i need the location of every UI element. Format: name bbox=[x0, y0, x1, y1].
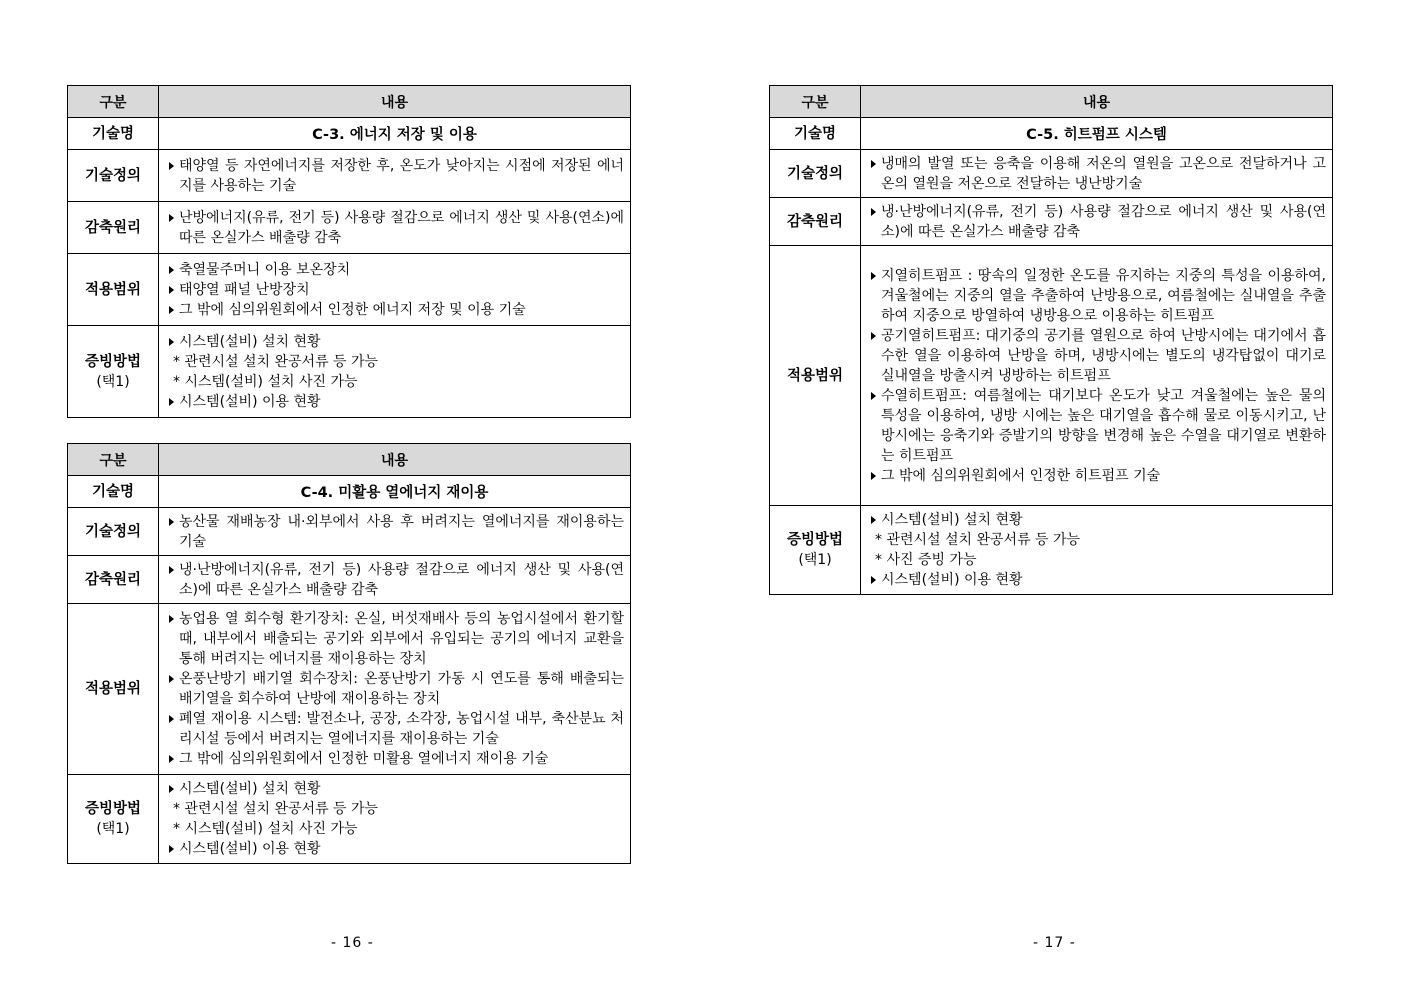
label-evidence-sub: (택1) bbox=[96, 373, 130, 390]
label-tech-name: 기술명 bbox=[68, 118, 159, 150]
principle-item: 냉·난방에너지(유류, 전기 등) 사용량 절감으로 에너지 생산 및 사용(연소)에 따른 온실가스 배출량 감축 bbox=[167, 560, 624, 600]
page-number-right: - 17 - bbox=[1033, 935, 1076, 951]
label-definition: 기술정의 bbox=[770, 150, 861, 198]
principle-item: 난방에너지(유류, 전기 등) 사용량 절감으로 에너지 생산 및 사용(연소)에 따른 온실가스 배출량 감축 bbox=[167, 208, 624, 248]
scope-item: 지열히트펌프 : 땅속의 일정한 온도를 유지하는 지중의 특성을 이용하여, 겨울철에는 지중의 열을 추출하여 난방용으로, 여름철에는 실내열을 추출하여 지중으로 방열하여 냉방용으로 이용하는 히트펌프 bbox=[869, 266, 1326, 326]
label-evidence bbox=[770, 506, 861, 595]
evidence-note: * 사진 증빙 가능 bbox=[875, 552, 977, 568]
principle-item: 냉·난방에너지(유류, 전기 등) 사용량 절감으로 에너지 생산 및 사용(연소)에 따른 온실가스 배출량 감축 bbox=[869, 202, 1326, 242]
label-scope: 적용범위 bbox=[770, 246, 861, 506]
definition-cell bbox=[861, 150, 1333, 198]
principle-cell bbox=[159, 556, 631, 604]
evidence-cell bbox=[159, 775, 631, 864]
page-number-left: - 16 - bbox=[331, 935, 374, 951]
label-scope: 적용범위 bbox=[68, 254, 159, 326]
evidence-item: 시스템(설비) 이용 현황 bbox=[167, 839, 624, 859]
evidence-cell bbox=[861, 506, 1333, 595]
label-evidence bbox=[68, 775, 159, 864]
evidence-item: 시스템(설비) 설치 현황 bbox=[167, 779, 624, 799]
evidence-note: * 관련시설 설치 완공서류 등 가능 bbox=[173, 801, 379, 817]
definition-cell bbox=[159, 150, 631, 202]
definition-item: 태양열 등 자연에너지를 저장한 후, 온도가 낮아지는 시점에 저장된 에너지를 사용하는 기술 bbox=[167, 156, 624, 196]
header-category: 구분 bbox=[68, 86, 159, 118]
scope-item: 폐열 재이용 시스템: 발전소나, 공장, 소각장, 농업시설 내부, 축산분뇨 처리시설 등에서 버려지는 열에너지를 재이용하는 기술 bbox=[167, 709, 624, 749]
scope-item: 축열물주머니 이용 보온장치 bbox=[167, 260, 624, 280]
definition-item: 냉매의 발열 또는 응축을 이용해 저온의 열원을 고온으로 전달하거나 고온의 열원을 저온으로 전달하는 냉난방기술 bbox=[869, 154, 1326, 194]
label-evidence-main: 증빙방법 bbox=[84, 353, 142, 370]
label-evidence-sub: (택1) bbox=[96, 821, 130, 837]
evidence-item: 시스템(설비) 이용 현황 bbox=[869, 570, 1326, 590]
scope-item: 그 밖에 심의위원회에서 인정한 히트펌프 기술 bbox=[869, 466, 1326, 486]
evidence-item: 시스템(설비) 설치 현황 bbox=[167, 332, 624, 352]
label-tech-name: 기술명 bbox=[770, 118, 861, 150]
label-definition: 기술정의 bbox=[68, 150, 159, 202]
scope-item: 수열히트펌프: 여름철에는 대기보다 온도가 낮고 겨울철에는 높은 물의 특성을 이용하여, 냉방 시에는 높은 대기열을 흡수해 물로 이동시키고, 난방시에는 응축기와 증발기의 방향을 변경해 높은 수열을 대기열로 변환하는 히트펌프 bbox=[869, 386, 1326, 466]
label-scope: 적용범위 bbox=[68, 604, 159, 775]
evidence-cell bbox=[159, 326, 631, 418]
evidence-note: * 관련시설 설치 완공서류 등 가능 bbox=[875, 532, 1081, 548]
table-c3 bbox=[67, 85, 631, 418]
scope-item: 공기열히트펌프: 대기중의 공기를 열원으로 하여 난방시에는 대기에서 흡수한 열을 이용하여 난방을 하며, 냉방시에는 별도의 냉각탑없이 대기로 실내열을 방출시켜 냉방하는 히트펌프 bbox=[869, 326, 1326, 386]
evidence-note: * 시스템(설비) 설치 사진 가능 bbox=[173, 373, 358, 390]
tech-name: C-5. 히트펌프 시스템 bbox=[861, 118, 1333, 150]
label-principle: 감축원리 bbox=[68, 556, 159, 604]
header-content: 내용 bbox=[159, 86, 631, 118]
header-category: 구분 bbox=[68, 444, 159, 476]
header-category: 구분 bbox=[770, 86, 861, 118]
label-evidence-sub: (택1) bbox=[798, 552, 832, 568]
scope-cell bbox=[861, 246, 1333, 506]
evidence-item: 시스템(설비) 이용 현황 bbox=[167, 392, 624, 412]
label-evidence bbox=[68, 326, 159, 418]
principle-cell bbox=[159, 202, 631, 254]
scope-item: 그 밖에 심의위원회에서 인정한 미활용 열에너지 재이용 기술 bbox=[167, 749, 624, 769]
definition-item: 농산물 재배농장 내·외부에서 사용 후 버려지는 열에너지를 재이용하는 기술 bbox=[167, 512, 624, 552]
table-c4 bbox=[67, 443, 631, 864]
scope-item: 농업용 열 회수형 환기장치: 온실, 버섯재배사 등의 농업시설에서 환기할 때, 내부에서 배출되는 공기와 외부에서 유입되는 공기의 에너지 교환을 통해 버려지는 에너지를 재이용하는 장치 bbox=[167, 609, 624, 669]
scope-cell bbox=[159, 604, 631, 775]
tech-name: C-4. 미활용 열에너지 재이용 bbox=[159, 476, 631, 508]
scope-item: 태양열 패널 난방장치 bbox=[167, 280, 624, 300]
header-content: 내용 bbox=[159, 444, 631, 476]
evidence-note: * 시스템(설비) 설치 사진 가능 bbox=[173, 821, 358, 837]
label-evidence-main: 증빙방법 bbox=[786, 532, 844, 548]
scope-item: 온풍난방기 배기열 회수장치: 온풍난방기 가동 시 연도를 통해 배출되는 배기열을 회수하여 난방에 재이용하는 장치 bbox=[167, 669, 624, 709]
label-principle: 감축원리 bbox=[770, 198, 861, 246]
header-content: 내용 bbox=[861, 86, 1333, 118]
scope-cell bbox=[159, 254, 631, 326]
scope-item: 그 밖에 심의위원회에서 인정한 에너지 저장 및 이용 기술 bbox=[167, 300, 624, 320]
label-tech-name: 기술명 bbox=[68, 476, 159, 508]
principle-cell bbox=[861, 198, 1333, 246]
label-principle: 감축원리 bbox=[68, 202, 159, 254]
table-c5 bbox=[769, 85, 1333, 595]
tech-name: C-3. 에너지 저장 및 이용 bbox=[159, 118, 631, 150]
evidence-item: 시스템(설비) 설치 현황 bbox=[869, 510, 1326, 530]
label-definition: 기술정의 bbox=[68, 508, 159, 556]
definition-cell bbox=[159, 508, 631, 556]
label-evidence-main: 증빙방법 bbox=[84, 801, 142, 817]
evidence-note: * 관련시설 설치 완공서류 등 가능 bbox=[173, 353, 379, 370]
